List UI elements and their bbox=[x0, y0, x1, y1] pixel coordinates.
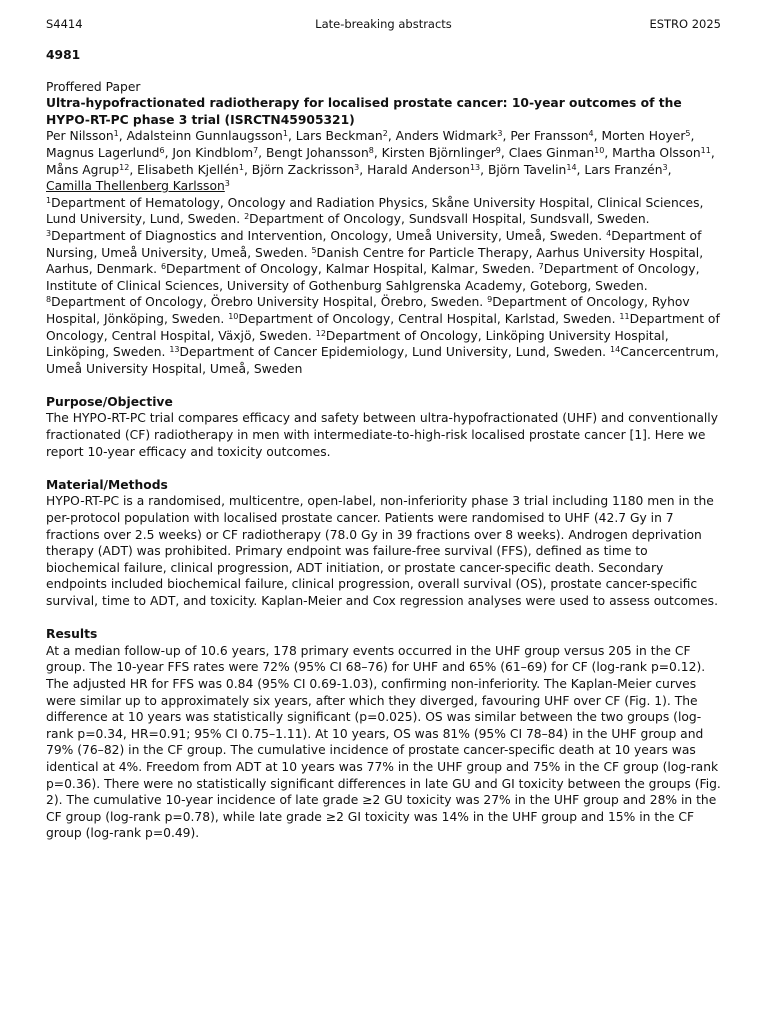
author-name: Björn Tavelin bbox=[487, 162, 567, 177]
abstract-category: Proffered Paper bbox=[46, 79, 141, 94]
author-name: Elisabeth Kjellén bbox=[137, 162, 239, 177]
affiliation-list bbox=[46, 195, 721, 378]
affiliation-text: Department of Oncology, Ryhov Hospital, Jönköping, Sweden. bbox=[46, 295, 690, 326]
methods-text: HYPO-RT-PC is a randomised, multicentre, open-label, non-inferiority phase 3 trial including 1180 men in the per-protocol population with localised prostate cancer. Patients were randomised to UHF (42.7 Gy in 7 fractions over 2.5 weeks) or CF radiotherapy (78.0 Gy in 39 fractions over 8 weeks). Androgen deprivation therapy (ADT) was prohibited. Primary endpoint was failure-free survival (FFS), defined as time to biochemical failure, clinical progression, ADT initiation, or prostate cancer-specific death. Secondary endpoints included biochemical failure, clinical progression, overall survival (OS), prostate cancer-specific survival, time to ADT, and toxicity. Kaplan-Meier and Cox regression analyses were used to assess outcomes. bbox=[46, 494, 718, 608]
author bbox=[510, 129, 593, 143]
affiliation-text: Department of Oncology, Institute of Clinical Sciences, University of Gothenburg Sahlgrenska Academy, Goteborg, Sweden. bbox=[46, 262, 700, 293]
author bbox=[382, 146, 501, 160]
author bbox=[367, 163, 480, 177]
author-affiliation-mark: 3 bbox=[497, 129, 503, 139]
author-affiliation-mark: 8 bbox=[368, 145, 374, 155]
affiliation-number: 2 bbox=[244, 212, 250, 222]
author-name: Jon Kindblom bbox=[172, 145, 254, 160]
affiliation-number: 5 bbox=[311, 245, 317, 255]
author-name: Lars Franzén bbox=[584, 162, 663, 177]
author-name: Harald Anderson bbox=[367, 162, 470, 177]
author-name: Martha Olsson bbox=[612, 145, 701, 160]
affiliation-text: Department of Nursing, Umeå University, Umeå, Sweden. bbox=[46, 228, 702, 260]
author-name: Per Fransson bbox=[510, 129, 589, 144]
affiliation-text: Department of Oncology, Central Hospital, Växjö, Sweden. bbox=[46, 311, 720, 343]
author bbox=[584, 163, 667, 177]
results-text: At a median follow-up of 10.6 years, 178 primary events occurred in the UHF group versus 205 in the CF group. The 10-year FFS rates were 72% (95% CI 68–76) for UHF and 65% (61–69) for CF (log-rank p=0.12). The adjusted HR for FFS was 0.84 (95% CI 0.69-1.03), confirming non-inferiority. The Kaplan-Meier curves were similar up to approximately six years, after which they diverged, favouring UHF over CF (Fig. 1). The difference at 10 years was statistically significant (p=0.025). OS was similar between the two groups (log-rank p=0.34, HR=0.91; 95% CI 0.75–1.11). At 10 years, OS was 81% (95% CI 78–84) in the UHF group and 79% (76–82) in the CF group. The cumulative incidence of prostate cancer-specific death at 10 years was identical at 4%. Freedom from ADT at 10 years was 77% in the UHF group and 75% in the CF group (log-rank p=0.36). There were no statistically significant differences in late GU and GI toxicity between the groups (Fig. 2). The cumulative 10-year incidence of late grade ≥2 GU toxicity was 27% in the UHF group and 28% in the CF group (log-rank p=0.78), while late grade ≥2 GI toxicity was 14% in the UHF group and 15% in the CF group (log-rank p=0.49). bbox=[46, 643, 721, 841]
author-affiliation-mark: 2 bbox=[382, 129, 388, 139]
affiliation-number: 9 bbox=[487, 295, 493, 305]
author bbox=[46, 179, 230, 193]
section-name: Late-breaking abstracts bbox=[315, 17, 452, 31]
author bbox=[252, 163, 359, 177]
author-name: Bengt Johansson bbox=[266, 145, 369, 160]
author-list: Per Nilsson$^1$, Adalsteinn Gunnlaugsson$^1$, Lars Beckman$^2$, Anders Widmark$^3$, Per Fransson$^4$, Morten Hoyer$^5$, Magnus Lagerlund$^6$, Jon Kindblom$^7$, Bengt Johansson$^8$, Kirsten Björnlinger$^9$, Claes Ginman$^{10}$, Martha Olsson$^{11}$, Måns Agrup$^{12}$, Elisabeth Kjellén$^1$, Björn Zackrisson$^3$, Harald Anderson$^{13}$, Björn Tavelin$^{14}$, Lars Franzén$^3$, Camilla Thellenberg Karlsson$^3$ bbox=[46, 129, 715, 194]
author-affiliation-mark: 6 bbox=[159, 145, 165, 155]
affiliation bbox=[244, 212, 650, 226]
author bbox=[46, 129, 119, 143]
author-affiliation-mark: 10 bbox=[594, 145, 605, 155]
affiliation-text: Department of Oncology, Linköping University Hospital, Linköping, Sweden. bbox=[46, 328, 669, 360]
affiliation-text: Department of Hematology, Oncology and Radiation Physics, Skåne University Hospital, Clinical Sciences, Lund University, Lund, Sweden. bbox=[46, 195, 704, 227]
author-affiliation-mark: 1 bbox=[238, 162, 244, 172]
author-name: Anders Widmark bbox=[395, 129, 498, 144]
author-affiliation-mark: 11 bbox=[700, 145, 711, 155]
author-affiliation-mark: 9 bbox=[495, 145, 501, 155]
affiliation-number: 4 bbox=[606, 228, 612, 238]
affiliation-number: 6 bbox=[160, 262, 167, 272]
page-number: S4414 bbox=[46, 17, 83, 31]
affiliation bbox=[161, 262, 535, 276]
affiliation-number: 11 bbox=[619, 311, 630, 321]
author bbox=[488, 163, 577, 177]
affiliation bbox=[169, 345, 606, 359]
author-name: Morten Hoyer bbox=[601, 129, 686, 144]
purpose-heading: Purpose/Objective bbox=[46, 394, 173, 409]
abstract-number: 4981 bbox=[46, 48, 81, 62]
affiliation-text: Department of Oncology, Sundsvall Hospital, Sundsvall, Sweden. bbox=[249, 212, 650, 227]
results-heading: Results bbox=[46, 627, 98, 642]
author-affiliation-mark: 5 bbox=[685, 129, 691, 139]
affiliation-text: Cancercentrum, Umeå University Hospital, Umeå, Sweden bbox=[46, 345, 719, 376]
affiliation-text: Department of Cancer Epidemiology, Lund University, Lund, Sweden. bbox=[179, 345, 607, 360]
author-name: Kirsten Björnlinger bbox=[381, 145, 496, 160]
abstract-body bbox=[46, 79, 721, 842]
author-name: Björn Zackrisson bbox=[251, 162, 355, 177]
author-name: Lars Beckman bbox=[295, 129, 383, 144]
author-name: Adalsteinn Gunnlaugsson bbox=[126, 129, 283, 144]
affiliation-number: 3 bbox=[46, 228, 52, 238]
methods-heading: Material/Methods bbox=[46, 477, 168, 492]
author-affiliation-mark: 3 bbox=[224, 179, 230, 189]
affiliation-number: 10 bbox=[228, 311, 239, 321]
author-affiliation-mark: 3 bbox=[662, 162, 668, 172]
author-affiliation-mark: 14 bbox=[566, 162, 577, 172]
affiliation bbox=[228, 312, 615, 326]
author-affiliation-mark: 1 bbox=[113, 129, 119, 139]
author-affiliation-mark: 7 bbox=[253, 145, 259, 155]
author bbox=[127, 129, 288, 143]
affiliation-number: 12 bbox=[315, 328, 326, 338]
affiliation bbox=[46, 295, 483, 309]
author bbox=[137, 163, 244, 177]
author bbox=[172, 146, 258, 160]
affiliation-number: 13 bbox=[169, 345, 180, 355]
affiliation-number: 8 bbox=[46, 295, 52, 305]
author-affiliation-mark: 4 bbox=[588, 129, 594, 139]
author-name: Claes Ginman bbox=[508, 145, 595, 160]
author-name: Måns Agrup bbox=[46, 162, 120, 177]
author-affiliation-mark: 12 bbox=[119, 162, 130, 172]
author bbox=[396, 129, 503, 143]
affiliation-text: Department of Oncology, Örebro University Hospital, Örebro, Sweden. bbox=[51, 295, 484, 310]
author-name: Camilla Thellenberg Karlsson bbox=[46, 179, 225, 194]
affiliation-number: 7 bbox=[538, 262, 544, 272]
author-name: Per Nilsson bbox=[46, 129, 114, 144]
author-affiliation-mark: 3 bbox=[354, 162, 360, 172]
affiliation-text: Department of Oncology, Central Hospital, Karlstad, Sweden. bbox=[238, 311, 616, 326]
author bbox=[509, 146, 605, 160]
affiliation-number: 1 bbox=[46, 195, 52, 205]
affiliation-text: Department of Diagnostics and Intervention, Oncology, Umeå University, Umeå, Sweden. bbox=[51, 228, 603, 243]
running-header bbox=[46, 16, 721, 34]
author bbox=[46, 163, 129, 177]
affiliation-number: 14 bbox=[610, 345, 621, 355]
author-affiliation-mark: 13 bbox=[469, 162, 481, 172]
affiliation-text: Department of Oncology, Kalmar Hospital, Kalmar, Sweden. bbox=[166, 262, 535, 277]
author-name: Magnus Lagerlund bbox=[46, 145, 160, 160]
purpose-text: The HYPO-RT-PC trial compares efficacy and safety between ultra-hypofractionated (UHF) and conventionally fractionated (CF) radiotherapy in men with intermediate-to-high-risk localised prostate cancer [1]. Here we report 10-year efficacy and toxicity outcomes. bbox=[46, 411, 718, 459]
author bbox=[46, 146, 165, 160]
author-affiliation-mark: 1 bbox=[282, 129, 288, 139]
abstract-title: Ultra-hypofractionated radiotherapy for localised prostate cancer: 10-year outcomes of the HYPO-RT-PC phase 3 trial (ISRCTN45905321) bbox=[46, 96, 682, 127]
author bbox=[266, 146, 374, 160]
affiliation-text: Danish Centre for Particle Therapy, Aarhus University Hospital, Aarhus, Denmark. bbox=[46, 245, 704, 277]
author bbox=[296, 129, 388, 143]
author bbox=[601, 129, 690, 143]
affiliation bbox=[46, 229, 602, 243]
author bbox=[612, 146, 711, 160]
page bbox=[46, 16, 721, 842]
journal-name: ESTRO 2025 bbox=[649, 17, 721, 31]
